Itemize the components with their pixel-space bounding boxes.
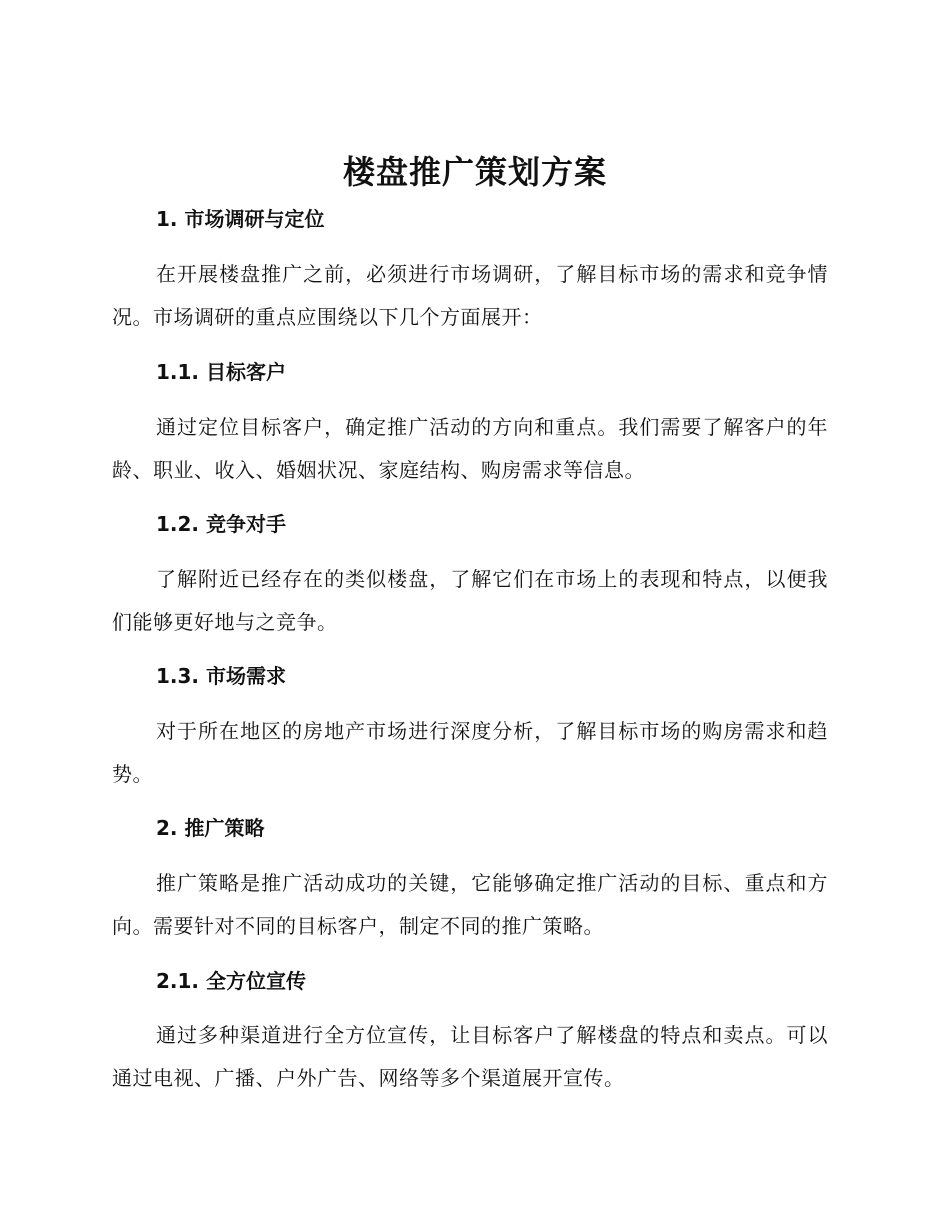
- section-paragraph: 了解附近已经存在的类似楼盘，了解它们在市场上的表现和特点，以便我们能够更好地与之竞争。: [112, 567, 828, 634]
- section-heading: 1.1. 目标客户: [156, 360, 286, 384]
- section-heading: 2. 推广策略: [156, 816, 265, 840]
- section-heading: 1.2. 竞争对手: [156, 512, 286, 536]
- section-paragraph: 推广策略是推广活动成功的关键，它能够确定推广活动的目标、重点和方向。需要针对不同的目标客户，制定不同的推广策略。: [112, 871, 828, 938]
- section-heading: 1. 市场调研与定位: [156, 207, 325, 231]
- section-heading: 1.3. 市场需求: [156, 664, 286, 688]
- section-paragraph: 通过多种渠道进行全方位宣传，让目标客户了解楼盘的特点和卖点。可以通过电视、广播、户外广告、网络等多个渠道展开宣传。: [112, 1023, 828, 1090]
- document-title: 楼盘推广策划方案: [342, 153, 607, 191]
- section-paragraph: 对于所在地区的房地产市场进行深度分析，了解目标市场的购房需求和趋势。: [112, 719, 828, 786]
- section-heading: 2.1. 全方位宣传: [156, 969, 306, 993]
- section-paragraph: 通过定位目标客户，确定推广活动的方向和重点。我们需要了解客户的年龄、职业、收入、婚姻状况、家庭结构、购房需求等信息。: [112, 415, 828, 482]
- section-paragraph: 在开展楼盘推广之前，必须进行市场调研，了解目标市场的需求和竞争情况。市场调研的重点应围绕以下几个方面展开：: [112, 262, 828, 329]
